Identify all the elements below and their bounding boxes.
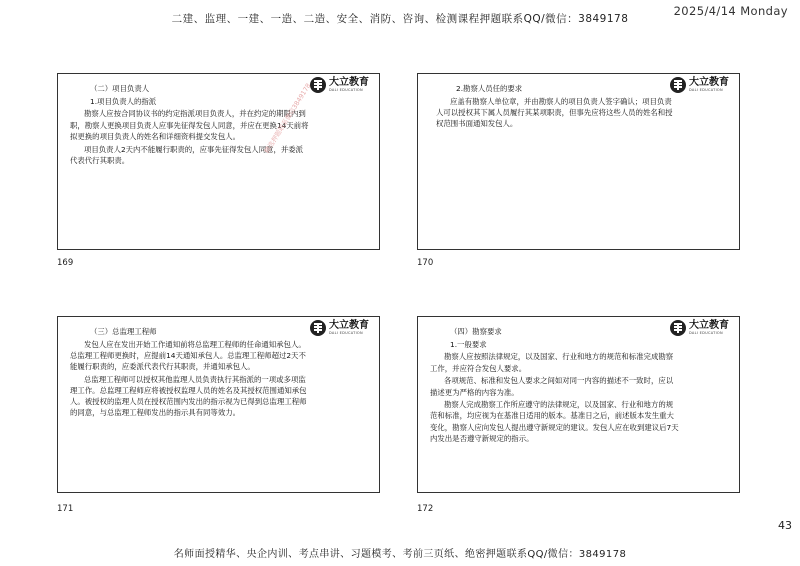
paragraph: 勘察人应按照法律规定，以及国家、行业和地方的规范和标准完成勘察工作，并应符合发包人要求。 — [430, 352, 674, 373]
paragraph: 项目负责人2天内不能履行职责的，应事先征得发包人同意，并委派代表代行其职责。 — [70, 144, 304, 165]
paragraph: 勘察人完成勘察工作所应遵守的法律规定，以及国家、行业和地方的规范和标准，均应视为在基准日适用的版本。基准日之后，前述版本发生重大变化，勘察人应向发包人提出遵守新规定的建议。发包人应在收到建议后7天内发出是否遵守新规定的指示。 — [430, 400, 679, 443]
logo — [310, 77, 369, 93]
slide-body — [430, 326, 680, 446]
logo-english: DALI EDUCATION — [329, 330, 363, 335]
section-heading: （三）总监理工程师 — [90, 327, 157, 336]
logo-name: 大立教育 — [689, 76, 729, 88]
logo-english: DALI EDUCATION — [329, 87, 363, 92]
sub-heading: 1.项目负责人的指派 — [90, 96, 157, 106]
slide-169 — [57, 73, 380, 250]
sheet-number: 43 — [778, 519, 792, 532]
logo-name: 大立教育 — [329, 319, 369, 331]
paragraph: 应盖有勘察人单位章，并由勘察人的项目负责人签字确认；项目负责人可以授权其下属人员履行其某项职责，但事先应将这些人员的姓名和授权范围书面通知发包人。 — [436, 96, 673, 129]
paragraph: 发包人应在发出开始工作通知前将总监理工程师的任命通知承包人。总监理工程师更换时，应提前14天通知承包人。总监理工程师超过2天不能履行职责的，应委派代表代行其职责，并通知承包人。 — [70, 339, 306, 372]
logo — [670, 77, 729, 93]
slide-170 — [417, 73, 740, 250]
paragraph: 各项规范、标准和发包人要求之间如对同一内容的描述不一致时，应以描述更为严格的内容为准。 — [430, 376, 674, 397]
slide-body — [70, 83, 310, 167]
page-number: 170 — [417, 258, 434, 268]
page-number: 171 — [57, 504, 74, 514]
paragraph: 勘察人应按合同协议书的约定指派项目负责人，并在约定的期限内到职，勘察人更换项目负责人应事先征得发包人同意，并应在更换14天前将拟更换的项目负责人的姓名和详细资料提交发包人。 — [70, 109, 309, 141]
sub-heading: 1.一般要求 — [450, 339, 487, 349]
slide-172 — [417, 316, 740, 493]
watermark: 精选押题联系微信3849178 — [262, 81, 313, 155]
footer-text: 名师面授精华、央企内训、考点串讲、习题模考、考前三页纸、绝密押题联系QQ/微信：3849178 — [173, 549, 627, 560]
logo-name: 大立教育 — [329, 76, 369, 88]
logo-english: DALI EDUCATION — [689, 87, 723, 92]
slide-171 — [57, 316, 380, 493]
sub-heading: 2.勘察人员任的要求 — [456, 84, 523, 93]
logo — [310, 320, 369, 336]
section-heading: （二）项目负责人 — [90, 84, 150, 93]
logo-name: 大立教育 — [689, 319, 729, 331]
page-number: 172 — [417, 504, 434, 514]
page-number: 169 — [57, 258, 74, 268]
slide-body — [70, 326, 310, 420]
logo-english: DALI EDUCATION — [689, 330, 723, 335]
slide-body — [436, 83, 676, 131]
dali-logo-icon — [310, 320, 326, 336]
header-text: 二建、监理、一建、一造、二造、安全、消防、咨询、检测课程押题联系QQ/微信：3849178 — [171, 13, 629, 25]
section-heading: （四）勘察要求 — [450, 327, 502, 336]
paragraph: 总监理工程师可以授权其他监理人员负责执行其指派的一项或多项监理工作。总监理工程师应将被授权监理人员的姓名及其授权范围通知承包人。被授权的监理人员在授权范围内发出的指示视为已得到总监理工程师的同意，与总监理工程师发出的指示具有同等效力。 — [70, 374, 307, 418]
header-date: 2025/4/14 Monday — [673, 4, 788, 18]
